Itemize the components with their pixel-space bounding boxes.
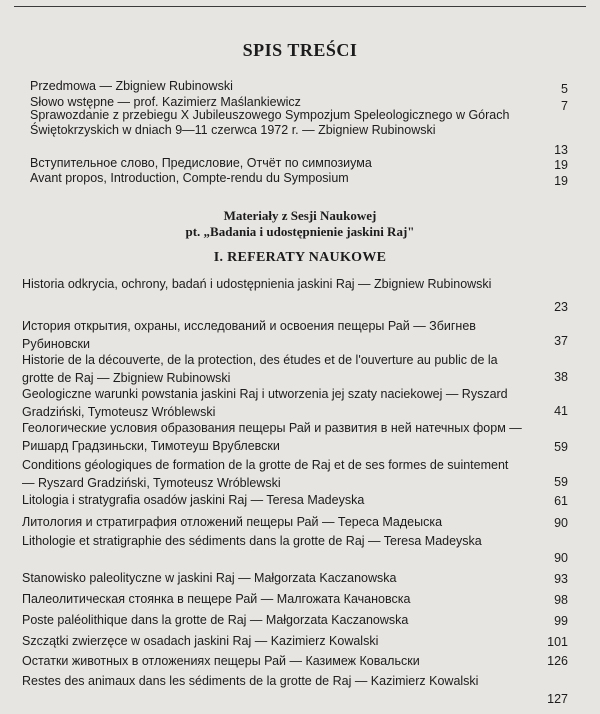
toc-entry-page: 90 [554, 516, 568, 530]
toc-entry-page: 59 [554, 440, 568, 454]
section-heading: I. REFERATY NAUKOWE [213, 250, 387, 265]
toc-entry: Poste paléolithique dans la grotte de Raj — Małgorzata Kaczanowska [22, 613, 409, 627]
toc-entry-page: 93 [554, 572, 568, 586]
toc-entry-page: 127 [547, 692, 568, 706]
front-entry-page: 19 [554, 158, 568, 172]
session-heading-line2: pt. „Badania i udostępnienie jaskini Raj" [185, 224, 415, 239]
toc-entry-page: 41 [554, 404, 568, 418]
toc-entry-page: 126 [547, 654, 568, 668]
top-rule [14, 6, 586, 7]
toc-entry-page: 23 [554, 300, 568, 314]
front-entry-page: 19 [554, 174, 568, 188]
toc-entry-page: 38 [554, 370, 568, 384]
toc-entry: Historie de la découverte, de la protection, des études et de l'ouverture au public de la grotte de Raj — Zbigniew Rubinowski [22, 353, 498, 385]
toc-entry: Historia odkrycia, ochrony, badań i udostępnienia jaskini Raj — Zbigniew Rubinowski [22, 277, 492, 291]
toc-entry: Litologia i stratygrafia osadów jaskini Raj — Teresa Madeyska [22, 493, 365, 507]
toc-entry-page: 98 [554, 593, 568, 607]
front-entry-page: 7 [561, 99, 568, 113]
toc-entry: Szczątki zwierzęce w osadach jaskini Raj — Kazimierz Kowalski [22, 634, 379, 648]
toc-entry-page: 61 [554, 494, 568, 508]
toc-entry: Lithologie et stratigraphie des sédiments dans la grotte de Raj — Teresa Madeyska [22, 534, 482, 548]
toc-entry: Stanowisko paleolityczne w jaskini Raj — Małgorzata Kaczanowska [22, 571, 397, 585]
toc-entry-page: 37 [554, 334, 568, 348]
session-heading-line1: Materiały z Sesji Naukowej [223, 208, 377, 223]
front-entry: Вступительное слово, Предисловие, Отчёт по симпозиума [30, 156, 372, 170]
front-entry: Avant propos, Introduction, Compte-rendu du Symposium [30, 171, 349, 185]
front-entry: Słowo wstępne — prof. Kazimierz Maślankiewicz [30, 95, 301, 109]
front-entry-page: 5 [561, 82, 568, 96]
toc-entry-page: 90 [554, 551, 568, 565]
front-entry: Przedmowa — Zbigniew Rubinowski [30, 79, 233, 93]
toc-entry: Остатки животных в отложениях пещеры Рай — Казимеж Ковальски [22, 654, 420, 668]
toc-entry-page: 99 [554, 614, 568, 628]
toc-entry: Палеолитическая стоянка в пещере Рай — Малгожата Качановска [22, 592, 411, 606]
toc-entry: История открытия, охраны, исследований и освоения пещеры Рай — Збигнев Рубиновски [22, 319, 476, 351]
toc-entry: Литология и стратиграфия отложений пещеры Рай — Тереса Мадеыска [22, 515, 443, 529]
toc-entry-page: 59 [554, 475, 568, 489]
toc-entry: Conditions géologiques de formation de la grotte de Raj et de ses formes de suintement — Ryszard Gradziński, Tymoteusz Wróblewski [22, 458, 509, 490]
toc-entry: Geologiczne warunki powstania jaskini Raj i utworzenia jej szaty naciekowej — Ryszard Gradziński, Tymoteusz Wróblewski [22, 387, 508, 419]
front-entry: Sprawozdanie z przebiegu X Jubileuszowego Sympozjum Speleologicznego w Górach Świętokrzyskich w dniach 9—11 czerwca 1972 r. — Zbigniew Rubinowski [30, 108, 510, 137]
front-entry-page: 13 [554, 143, 568, 157]
toc-entry: Restes des animaux dans les sédiments de la grotte de Raj — Kazimierz Kowalski [22, 674, 479, 688]
page-title: SPIS TREŚCI [242, 40, 358, 60]
toc-entry: Геологические условия образования пещеры Рай и развития в ней натечных форм — Ришард Градзиньски, Тимотеуш Врублевски [22, 421, 522, 453]
toc-entry-page: 101 [547, 635, 568, 649]
